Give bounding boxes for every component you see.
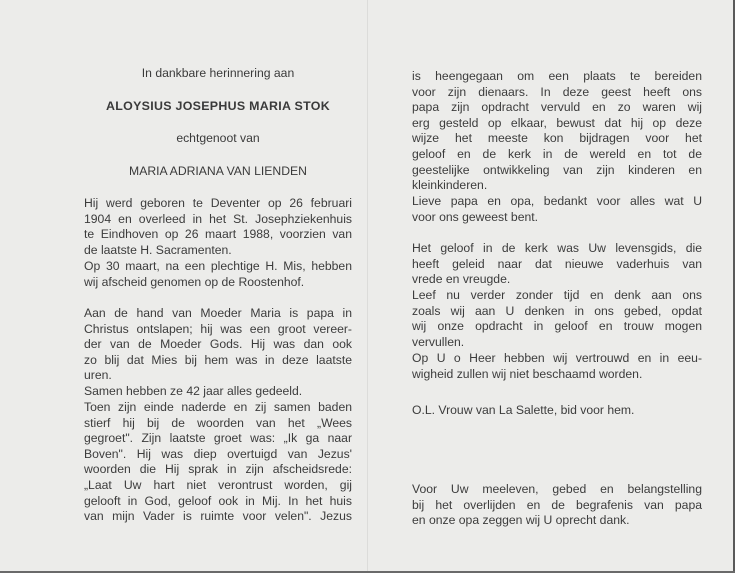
text-line: Op 30 maart, na een plechtige H. Mis, hebben — [84, 259, 352, 273]
paragraph-gratitude — [412, 482, 702, 529]
text-line: wij afscheid genomen op de Roostenhof. — [84, 274, 305, 289]
text-line: 1904 en overleed in het St. Josephziekenhuis — [84, 211, 352, 226]
card-fold — [367, 0, 368, 573]
text-line: geestelijke ontwikkeling van zijn kinderen en — [412, 162, 702, 177]
text-line: stierf hij bij de woorden van het „Wees — [84, 415, 352, 430]
text-line: Het geloof in de kerk was Uw levensgids, die — [412, 241, 702, 255]
text-line: is heengegaan om een plaats te bereiden — [412, 69, 702, 83]
spouse-name: MARIA ADRIANA VAN LIENDEN — [129, 164, 307, 178]
text-line: woorden die Hij sprak in zijn afscheidsrede: — [84, 462, 352, 477]
paragraph-funeral — [84, 259, 352, 290]
text-line: wijze het meeste kon bijdragen voor het — [412, 131, 702, 146]
text-line: geloof en de kerk in de wereld en tot de — [412, 146, 702, 161]
text-line: gegroet". Zijn laatste groet was: „Ik ga naar — [84, 431, 352, 446]
paragraph-thanks-papa — [412, 194, 702, 225]
text-line: de laatste H. Sacramenten. — [84, 242, 232, 257]
text-line: vervullen. — [412, 334, 465, 349]
text-line: voor ons geweest bent. — [412, 209, 539, 224]
text-line: papa zijn opdracht vervuld en zo waren wij — [412, 100, 702, 115]
text-line: uren. — [84, 368, 112, 383]
paragraph-last-words — [84, 400, 352, 525]
text-line: zo blij dat Mies bij hem was in deze laatste — [84, 352, 352, 367]
text-line: kleinkinderen. — [412, 178, 488, 193]
text-line: gelooft in God, geloof ook in Mij. In het huis — [84, 493, 352, 508]
text-line: zoals wij aan U denken in ons gebed, opdat — [412, 303, 702, 318]
paragraph-birth-death — [84, 196, 352, 258]
paragraph-prayer — [412, 351, 702, 382]
text-line: Aan de hand van Moeder Maria is papa in — [84, 306, 352, 320]
text-line: Op U o Heer hebben wij vertrouwd en in eeu- — [412, 351, 702, 365]
spouse-label: echtgenoot van — [176, 131, 260, 145]
paragraph-live-on — [412, 288, 702, 350]
paragraph-mary — [84, 306, 352, 384]
text-line: Voor Uw meeleven, gebed en belangstelling — [412, 482, 702, 496]
text-line: Toen zijn einde naderde en zij samen baden — [84, 400, 352, 414]
deceased-name: ALOYSIUS JOSEPHUS MARIA STOK — [106, 99, 330, 113]
text-line: en onze opa zeggen wij U oprecht dank. — [412, 513, 630, 528]
text-line: Samen hebben ze 42 jaar alles gedeeld. — [84, 384, 303, 398]
text-line: O.L. Vrouw van La Salette, bid voor hem. — [412, 403, 635, 417]
text-line: der van de Moeder Gods. Hij was dan ook — [84, 337, 352, 352]
text-line: vrede en vreugde. — [412, 272, 511, 287]
text-line: erg gesteld op elkaar, bewust dat hij op deze — [412, 115, 702, 130]
text-line: Boven". Hij was diep overtuigd van Jezus' — [84, 446, 352, 461]
text-line: van mijn Vader is ruimte voor velen". Jezus — [84, 509, 352, 524]
text-line: voor zijn dienaars. In deze geest heeft ons — [412, 84, 702, 99]
text-line: bij het overlijden en de begrafenis van papa — [412, 497, 702, 512]
paragraph-salette — [412, 403, 702, 419]
text-line: heeft geleid naar dat nieuwe vaderhuis van — [412, 256, 702, 271]
text-line: Hij werd geboren te Deventer op 26 februari — [84, 196, 352, 210]
text-line: Leef nu verder zonder tijd en denk aan ons — [412, 288, 702, 302]
paragraph-faith — [412, 241, 702, 288]
text-line: wij onze opdracht in geloof en trouw mogen — [412, 319, 702, 334]
intro-line: In dankbare herinnering aan — [141, 66, 295, 80]
text-line: Lieve papa en opa, bedankt voor alles wat U — [412, 194, 702, 208]
text-line: Christus ontslapen; hij was een groot vereer- — [84, 321, 352, 336]
paragraph-together — [84, 384, 352, 400]
text-line: „Laat Uw hart niet verontrust worden, gij — [84, 477, 352, 492]
text-line: wigheid zullen wij niet beschaamd worden. — [412, 366, 643, 381]
text-line: te Eindhoven op 26 maart 1988, voorzien van — [84, 227, 352, 242]
paragraph-spirit — [412, 69, 702, 194]
